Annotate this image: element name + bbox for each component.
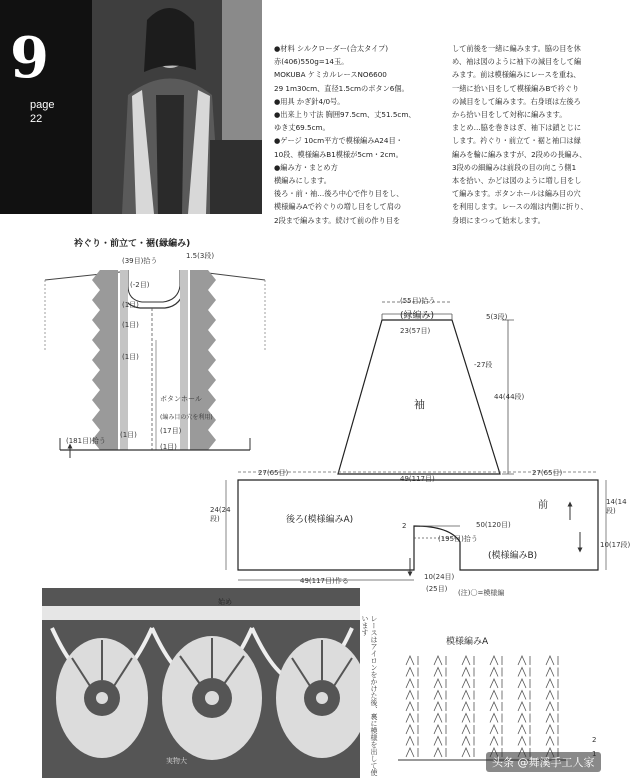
watermark: 头条 @舞溪手工人家 [486, 752, 601, 772]
chart-stitch [518, 725, 530, 734]
model-photo [92, 0, 262, 214]
lace-tag: 始め [218, 598, 232, 606]
chart-stitch [462, 725, 474, 734]
sleeve-top-pattern: (縁編み) [400, 311, 435, 321]
body-center-width: 49(117目) [400, 475, 435, 483]
label-minus-2: (-2目) [130, 281, 150, 289]
chart-stitch [490, 702, 502, 711]
page-label-number: 22 [30, 113, 43, 126]
chart-stitch [434, 748, 446, 757]
body-front-pattern: (模様編みB) [488, 551, 538, 561]
chart-stitch [406, 737, 418, 746]
chart-stitch [406, 714, 418, 723]
sleeve-side-rows: -27段 [474, 361, 493, 369]
chart-stitch [518, 679, 530, 688]
chart-stitch [518, 714, 530, 723]
chart-stitch [434, 737, 446, 746]
label-hole-use: (編み目の穴を利用) [160, 414, 213, 421]
body-label-195: (195目)拾う [438, 535, 478, 543]
chart-stitch [406, 691, 418, 700]
body-left-height: 24(24段) [210, 506, 231, 523]
lace-caption: 実物大 [166, 757, 187, 765]
body-right-height: 14(14段) [606, 498, 627, 515]
body-label-2: 2 [402, 522, 407, 530]
chart-stitch [546, 737, 558, 746]
chart-stitch [406, 702, 418, 711]
chart-stitch [546, 725, 558, 734]
chart-stitch [546, 691, 558, 700]
label-1-stitch-c: (1目) [122, 353, 139, 361]
body-right-width: 27(65目) [532, 469, 563, 477]
body-right-height2: 10(17段) [600, 541, 631, 549]
chart-stitch [490, 679, 502, 688]
body-bottom-width: 49(117目)作る [300, 577, 349, 585]
chart-stitch [406, 725, 418, 734]
label-1-stitch-d: (1目) [120, 431, 137, 439]
label-17-stitches: (17目) [160, 427, 182, 435]
sleeve-name: 袖 [414, 398, 425, 411]
label-1-stitch-e: (1目) [160, 443, 177, 451]
chart-stitch [434, 691, 446, 700]
page-number: 9 [10, 25, 49, 91]
chart-stitch [462, 702, 474, 711]
chart-stitch [518, 668, 530, 677]
sleeve-top-width: 23(57目) [400, 327, 431, 335]
chart-title: 模様編みA [446, 637, 489, 647]
body-front-label: 前 [538, 500, 548, 511]
chart-stitch [434, 714, 446, 723]
chart-stitch [546, 714, 558, 723]
chart-stitch [490, 737, 502, 746]
chart-stitch [434, 725, 446, 734]
chart-stitch [546, 668, 558, 677]
chart-stitch [462, 748, 474, 757]
instructions-col1: ●材料 シルクローダー(合太タイプ) 赤(406)550g=14玉。 MOKUBA ケミカルレースNO6600 29 1m30cm、直径1.5cmのボタン6個。 ●用具 かぎ針4/0号。 ●出来上り寸法 胸囲97.5cm、丈51.5cm、 ゆき丈69.5cm。 ●ゲージ 10cm平方で模様編みA24目・ 10段、模様編みB1模様が5cm・2cm。 ●編み方・まとめ方 横編みにします。 後ろ・前・袖…後ろ中心で作り目をし、 模様編みAで衿ぐりの増し目をして肩の 2段まで編みます。続けて前の作り目を [274, 44, 416, 225]
chart-stitch [546, 679, 558, 688]
chart-stitch [518, 656, 530, 665]
chart-stitch [406, 668, 418, 677]
chart-stitch [462, 656, 474, 665]
chart-stitch [434, 702, 446, 711]
instructions-col2: して前後を一緒に編みます。脇の目を休 め、袖は図のように袖下の減目をして編 みます。前は模様編みにレースを重ね、 一緒に拾い目をして模様編みBで衿ぐり の減目をして編みます。右身頃は左後ろ から拾い目をして対称に編みます。 まとめ…脇を巻きはぎ、袖下は鎖とじに します。衿ぐり・前立て・裾と袖口は縁 編みを輪に編みますが、2段めの長編み、 3段めの細編みは前段の目の向こう側1 本を拾い、かどは図のように増し目をし て編みます。ボタンホールは編み目の穴 を利用します。レースの端は内側に折り、 身頃にまつって始末します。 [452, 44, 588, 225]
body-left-width: 27(65目) [258, 469, 289, 477]
chart-stitch [462, 737, 474, 746]
lace-note: レースはアイロンをかけた後、裏に模様を出して使います [361, 615, 378, 776]
chart-stitch [518, 737, 530, 746]
body-label-50: 50(120目) [476, 521, 511, 529]
chart-stitch [434, 668, 446, 677]
chart-stitch [406, 656, 418, 665]
chart-stitch [490, 691, 502, 700]
chart-stitch [462, 679, 474, 688]
label-buttonhole: ボタンホール [160, 395, 202, 403]
label-181-stitches: (181目)拾う [66, 437, 106, 445]
chart-stitch [406, 748, 418, 757]
label-1-5cm: 1.5(3段) [186, 252, 215, 260]
sleeve-top-rows: 5(3段) [486, 313, 508, 321]
chart-stitch [462, 691, 474, 700]
chart-stitch [490, 656, 502, 665]
chart-stitch [546, 656, 558, 665]
label-39-stitches: (39目)拾う [122, 257, 158, 265]
body-back-label: 後ろ(模様編みA) [286, 515, 354, 525]
edging-diagram-title: 衿ぐり・前立て・裾(縁編み) [74, 239, 191, 249]
lace-photo [42, 588, 360, 778]
body-bottom-small2: (25目) [426, 585, 448, 593]
page-label-word: page [30, 99, 55, 111]
pattern-note: (注)〇=模様編 [458, 589, 505, 597]
label-1-stitch-b: (1目) [122, 321, 139, 329]
chart-stitch [490, 714, 502, 723]
chart-stitch [490, 668, 502, 677]
chart-stitch [518, 702, 530, 711]
page-label [30, 98, 54, 127]
chart-row-2: 2 [592, 736, 597, 744]
chart-stitch [462, 714, 474, 723]
chart-stitch [406, 679, 418, 688]
chart-stitch [462, 668, 474, 677]
label-1-stitch-a: (1目) [122, 301, 139, 309]
chart-stitch [434, 679, 446, 688]
chart-stitch [490, 725, 502, 734]
chart-stitch [434, 656, 446, 665]
chart-stitch [546, 702, 558, 711]
sleeve-height: 44(44段) [494, 393, 525, 401]
chart-stitch [518, 691, 530, 700]
body-bottom-small1: 10(24目) [424, 573, 455, 581]
sleeve-top-label: (55目)拾う [400, 297, 436, 305]
